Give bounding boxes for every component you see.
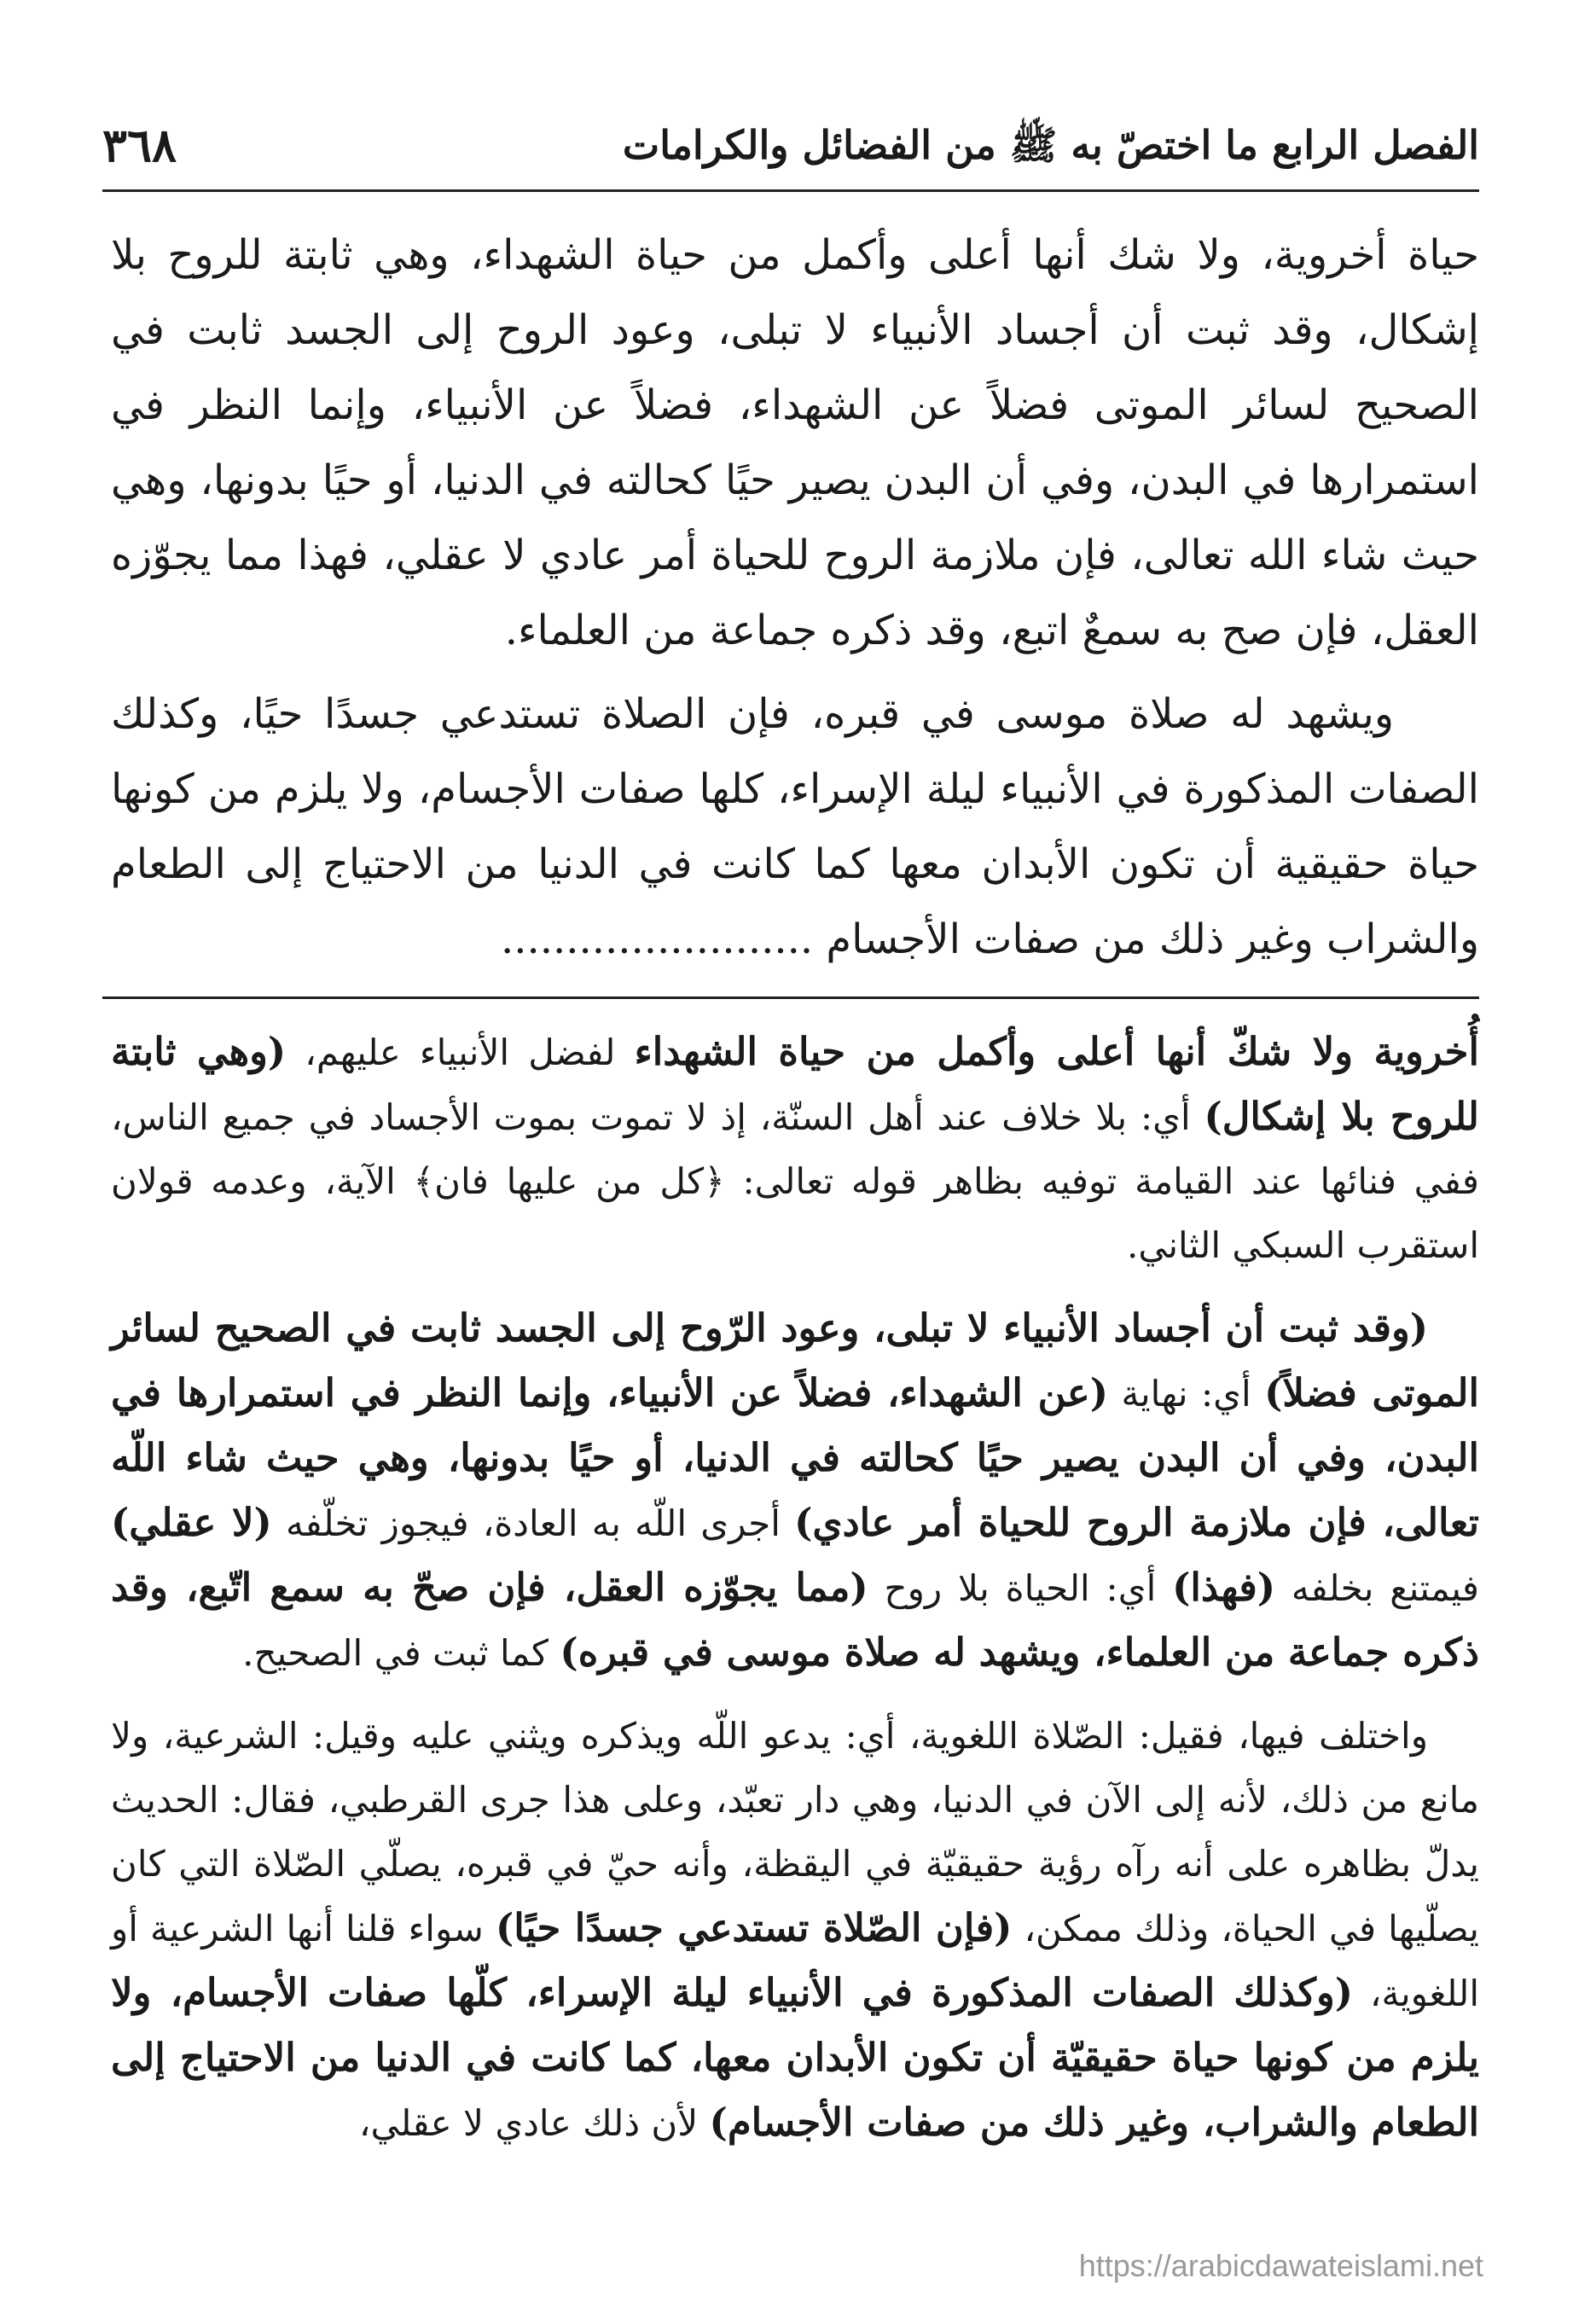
source-watermark: https://arabicdawateislami.net bbox=[1078, 2248, 1483, 2283]
commentary-text bbox=[111, 1020, 1479, 2174]
page-header bbox=[102, 98, 1479, 192]
quoted-matn: (لا عقلي) bbox=[111, 1500, 272, 1545]
commentary-span: أي: نهاية bbox=[1108, 1373, 1265, 1415]
quoted-matn: (مما يجوّزه العقل، فإن صحّ به سمع اتّبع، وقد ذكره جماعة من العلماء، ويشهد له صلاة موسى في قبره) bbox=[111, 1565, 1479, 1675]
commentary-span: أجرى اللّه به العادة، فيجوز تخلّفه bbox=[271, 1502, 795, 1544]
quoted-matn: (وهي ثابتة للروح بلا إشكال) bbox=[111, 1029, 1479, 1139]
footnote-separator bbox=[102, 996, 1479, 999]
quoted-matn: (وكذلك الصفات المذكورة في الأنبياء ليلة الإسراء، كلّها صفات الأجسام، ولا يلزم من كونها حياة حقيقيّة أن تكون الأبدان معها، كما كانت في الدنيا من الاحتياج إلى الطعام والشراب، وغير ذلك من صفات الأجسام) bbox=[111, 1970, 1479, 2145]
commentary-span: واختلف فيها، فقيل: الصّلاة اللغوية، أي: يدعو اللّه ويذكره ويثني عليه وقيل: الشرعية، ولا مانع من ذلك، لأنه إلى الآن في الدنيا، وهي دار تعبّد، وعلى هذا جرى القرطبي، فقال: الحديث يدلّ بظاهره على أنه رآه رؤية حقيقيّة في اليقظة، وأنه حيّ في قبره، يصلّي الصّلاة التي كان يصلّيها في الحياة، وذلك ممكن، bbox=[111, 1715, 1479, 1949]
quoted-matn: (فهذا) bbox=[1172, 1565, 1276, 1610]
quoted-matn: (عن الشهداء، فضلاً عن الأنبياء، وإنما النظر في استمرارها في البدن، وفي أن البدن يصير حيًا كحالته في الدنيا، أو حيًا بدونها، وهي حيث شاء اللّه تعالى، فإن ملازمة الروح للحياة أمر عادي) bbox=[111, 1370, 1480, 1545]
commentary-paragraph-1 bbox=[111, 1020, 1479, 1277]
quoted-matn: أُخروية ولا شكّ أنها أعلى وأكمل من حياة الشهداء bbox=[634, 1029, 1479, 1074]
main-paragraph-2-text: ويشهد له صلاة موسى في قبره، فإن الصلاة تستدعي جسدًا حيًا، وكذلك الصفات المذكورة في الأنبياء ليلة الإسراء، كلها صفات الأجسام، ولا يلزم من كونها حياة حقيقية أن تكون الأبدان معها كما كانت في الدنيا من الاحتياج إلى الطعام والشراب وغير ذلك من صفات الأجسام bbox=[111, 690, 1479, 963]
commentary-span: أي: الحياة بلا روح bbox=[868, 1567, 1173, 1609]
continuation-dots: ........................ bbox=[500, 915, 827, 963]
commentary-span: لأن ذلك عادي لا عقلي، bbox=[358, 2102, 710, 2144]
main-paragraph-1: حياة أخروية، ولا شك أنها أعلى وأكمل من حياة الشهداء، وهي ثابتة للروح بلا إشكال، وقد ثبت أن أجساد الأنبياء لا تبلى، وعود الروح إلى الجسد ثابت في الصحيح لسائر الموتى فضلاً عن الشهداء، فضلاً عن الأنبياء، وإنما النظر في استمرارها في البدن، وفي أن البدن يصير حيًا كحالته في الدنيا، أو حيًا بدونها، وهي حيث شاء الله تعالى، فإن ملازمة الروح للحياة أمر عادي لا عقلي، فهذا مما يجوّزه العقل، فإن صح به سمعٌ اتبع، وقد ذكره جماعة من العلماء. bbox=[111, 231, 1479, 654]
commentary-span: فيمتنع بخلفه bbox=[1275, 1567, 1479, 1609]
quoted-matn: (فإن الصّلاة تستدعي جسدًا حيًا) bbox=[495, 1905, 1013, 1950]
commentary-span: أي: بلا خلاف عند أهل السنّة، إذ لا تموت بموت الأجساد في جميع الناس، ففي فنائها عند القيامة توفيه بظاهر قوله تعالى: ﴿كل من عليها فان﴾ الآية، وعدمه قولان استقرب السبكي الثاني. bbox=[111, 1096, 1479, 1266]
quoted-matn: (وقد ثبت أن أجساد الأنبياء لا تبلى، وعود الرّوح إلى الجسد ثابت في الصحيح لسائر الموتى فضلاً) bbox=[111, 1305, 1479, 1415]
page-number: ٣٦٨ bbox=[102, 118, 177, 172]
main-text bbox=[111, 218, 1479, 977]
chapter-title: الفصل الرابع ما اختصّ به ﷺ من الفضائل والكرامات bbox=[622, 122, 1479, 168]
commentary-span: لفضل الأنبياء عليهم، bbox=[286, 1031, 635, 1073]
main-paragraph-2 bbox=[111, 677, 1479, 977]
commentary-span: كما ثبت في الصحيح. bbox=[242, 1632, 560, 1674]
commentary-span: سواء قلنا أنها الشرعية أو اللغوية، bbox=[111, 1908, 1479, 2014]
commentary-paragraph-3 bbox=[111, 1704, 1479, 2155]
commentary-paragraph-2 bbox=[111, 1296, 1479, 1685]
header-rule bbox=[102, 189, 1479, 192]
